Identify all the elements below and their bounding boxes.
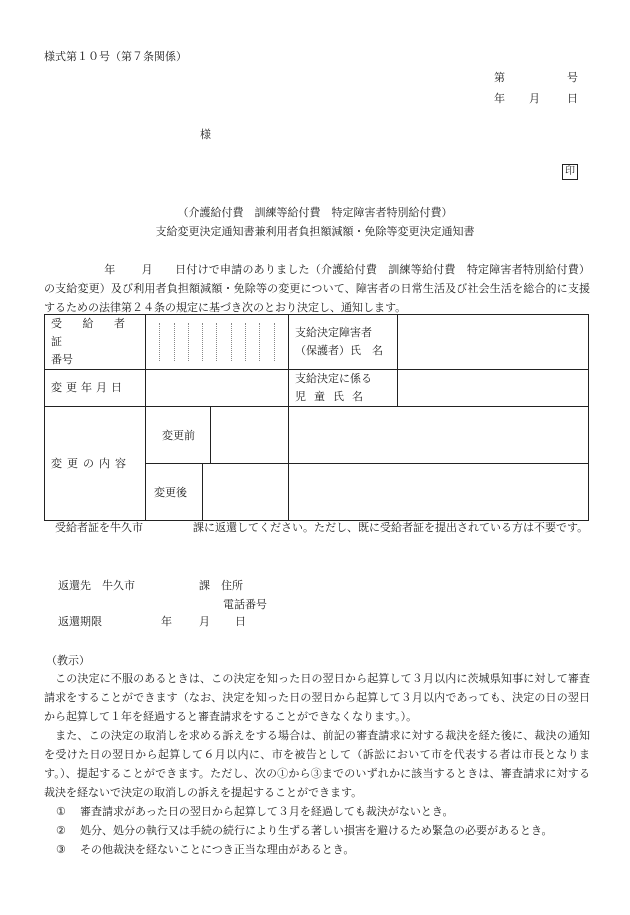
child-name-field[interactable] (398, 370, 589, 407)
recipient-number-label: 受給者証 番号 (45, 315, 146, 370)
return-destination: 返還先 牛久市 (58, 579, 135, 592)
intro-paragraph (44, 260, 590, 317)
seal-box: 印 (562, 164, 578, 180)
instruction-heading: （教示） (46, 654, 90, 667)
return-deadline-year: 年 (161, 615, 172, 628)
doc-number-dai: 第 (494, 71, 505, 84)
after-label: 変更後 (146, 464, 289, 521)
instruction-item-1: ① 審査請求があった日の翌日から起算して３月を経過しても裁決がないとき。 (56, 805, 454, 818)
return-phone-label: 電話番号 (223, 598, 267, 611)
disabled-person-name-field[interactable] (398, 315, 589, 370)
date-year: 年 (494, 92, 505, 105)
before-label: 変更前 (146, 407, 289, 464)
form-number: 様式第１０号（第７条関係） (44, 50, 187, 63)
title-line-2: 支給変更決定通知書兼利用者負担額減額・免除等変更決定通知書 (155, 225, 475, 238)
change-date-field[interactable] (146, 370, 289, 407)
title-line-1: （介護給付費 訓練等給付費 特定障害者特別給付費） (177, 206, 453, 219)
addressee-sama: 様 (200, 128, 211, 141)
before-field[interactable] (211, 407, 288, 463)
decision-table (44, 314, 589, 521)
return-deadline-label: 返還期限 (58, 615, 102, 628)
recipient-number-field[interactable] (146, 315, 289, 370)
instruction-paragraph-2: また、この決定の取消しを求める訴えをする場合は、前記の審査請求に対する裁決を経た後に、裁決の通知を受けた日の翌日から起算して６月以内に、市を被告として（訴訟において市を代表する者は市長となります。）、提起することができます。ただし、次の①から③までのいずれかに該当するときは、審査請求に対する裁決を経ないで決定の取消しの訴えを提起することができます。 (44, 729, 590, 799)
after-field-ext[interactable] (289, 464, 589, 521)
return-deadline-day: 日 (235, 615, 246, 628)
change-date-label: 変更年月日 (45, 370, 146, 407)
instruction-item-2: ② 処分、処分の執行又は手続の続行により生ずる著しい損害を避けるため緊急の必要があるとき。 (56, 824, 553, 837)
date-month: 月 (529, 92, 540, 105)
return-deadline-month: 月 (199, 615, 210, 628)
doc-number-go: 号 (567, 71, 578, 84)
instruction-paragraph-1: この決定に不服のあるときは、この決定を知った日の翌日から起算して３月以内に茨城県知事に対して審査請求をすることができます（なお、決定を知った日の翌日から起算して３月以内であっても、決定の日の翌日から起算して１年を経過すると審査請求をすることができなくなります。）。 (44, 672, 590, 723)
instruction-item-3: ③ その他裁決を経ないことにつき正当な理由があるとき。 (56, 843, 355, 856)
before-field-ext[interactable] (289, 407, 589, 464)
intro-month: 月 (141, 263, 153, 276)
change-content-label: 変更の内容 (45, 407, 146, 521)
return-dest-address-label: 課 住所 (199, 579, 243, 592)
date-day: 日 (567, 92, 578, 105)
disabled-person-name-label: 支給決定障害者 （保護者）氏 名 (289, 315, 398, 370)
intro-text: 日付けで申請のありました（介護給付費 訓練等給付費 特定障害者特別給付費）の支給変更）及び利用者負担額減額・免除等の変更について、障害者の日常生活及び社会生活を総合的に支援するための法律第２４条の規定に基づき次のとおり決定し、通知します。 (44, 263, 591, 314)
return-notice: 受給者証を牛久市 課に返還してください。ただし、既に受給者証を提出されている方は不要です。 (55, 521, 589, 534)
child-name-label: 支給決定に係る 児童氏名 (289, 370, 398, 407)
intro-year: 年 (104, 263, 116, 276)
after-field[interactable] (203, 464, 288, 520)
